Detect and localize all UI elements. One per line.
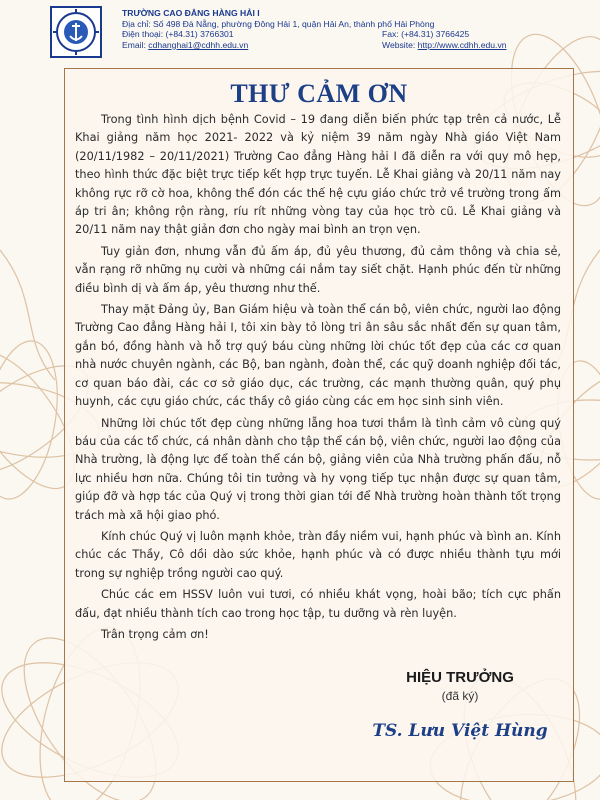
- letter-paragraph: Thay mặt Đảng ủy, Ban Giám hiệu và toàn thể cán bộ, viên chức, người lao động Trường Cao đẳng Hàng hải I, tôi xin bày tỏ lòng tri ân sâu sắc nhất đến sự quan tâm, gắn bó, đồng hành và hỗ trợ quý báu cùng những lời chúc tốt đẹp của các cơ quan nhà nước chuyên ngành, các Bộ, ban ngành, đoàn thể, các quỹ doanh nghiệp đối tác, cơ quan báo đài, các cơ sở giáo dục, các trường, các mạnh thường quân, quý phụ huynh, các cựu giáo chức, các thầy cô giáo cùng các em học sinh sinh viên.: [75, 303, 561, 409]
- website-label: Website:: [382, 39, 418, 50]
- letter-closing: Trân trọng cảm ơn!: [101, 627, 209, 641]
- letter-paragraph: Kính chúc Quý vị luôn mạnh khỏe, tràn đầy niềm vui, hạnh phúc và bình an. Kính chúc các Thầy, Cô dồi dào sức khỏe, hạnh phúc và có được nhiều thành tựu mới trong sự nghiệp trồng người cao quý.: [75, 529, 561, 580]
- email-link[interactable]: cdhanghai1@cdhh.edu.vn: [148, 39, 249, 50]
- school-header: [50, 6, 590, 58]
- letter-paragraph: Chúc các em HSSV luôn vui tươi, có nhiều khát vọng, hoài bão; tích cực phấn đấu, đạt nhiều thành tích cao trong học tập, tu dưỡng và rèn luyện.: [75, 588, 561, 620]
- school-address: Địa chỉ: Số 498 Đà Nẵng, phường Đông Hải 1, quận Hải An, thành phố Hải Phòng: [122, 18, 435, 29]
- letter-paragraph: Những lời chúc tốt đẹp cùng những lẵng hoa tươi thắm là tình cảm vô cùng quý báu của các tổ chức, cá nhân dành cho tập thể cán bộ, viên chức, người lao động của Nhà trường, là động lực để toàn thể cán bộ, giảng viên của Nhà trường phấn đấu, nỗ lực nhiều hơn nữa. Chúng tôi tin tưởng và hy vọng tiếp tục nhận được sự quan tâm, giúp đỡ và hợp tác của Quý vị trong thời gian tới để Nhà trường hoàn thành tốt trọng trách mà xã hội giao phó.: [75, 416, 561, 522]
- letter-body: [75, 111, 561, 647]
- header-contact-block: [122, 8, 592, 50]
- letter-paragraph: Trong tình hình dịch bệnh Covid – 19 đang diễn biến phức tạp trên cả nước, Lễ Khai giảng năm học 2021- 2022 và kỷ niệm 39 năm ngày Nhà giáo Việt Nam (20/11/1982 – 20/11/2021) Trường Cao đẳng Hàng hải I đã diễn ra với quy mô hẹp, theo hình thức đặc biệt trực tiếp kết hợp trực tuyến. Lễ Khai giảng và 20/11 năm nay không rực rỡ cờ hoa, không thể đón các thế hệ cựu giáo chức trở về trường trong ấm áp tri ân; không rộn ràng, ríu rít những vòng tay của học trò cũ. Lễ Khai giảng và 20/11 năm nay thật giản đơn cho ngày mai bình an trọn vẹn.: [75, 113, 561, 237]
- letter-title: THƯ CẢM ƠN: [230, 79, 408, 108]
- website-link[interactable]: http://www.cdhh.edu.vn: [417, 39, 507, 50]
- signer-title: HIỆU TRƯỞNG: [406, 669, 514, 686]
- school-phone: Điện thoại: (+84.31) 3766301: [122, 29, 234, 40]
- school-logo-icon: [50, 6, 102, 58]
- letter-paragraph: Tuy giản đơn, nhưng vẫn đủ ấm áp, đủ yêu thương, đủ cảm thông và chia sẻ, vẫn rạng rỡ những nụ cười và những cái nắm tay siết chặt. Hạnh phúc đến từ những điều bình dị và ấm áp, yêu thương như thế.: [75, 244, 561, 295]
- email-label: Email:: [122, 39, 149, 50]
- signer-name: TS. Lưu Việt Hùng: [372, 721, 548, 741]
- school-fax: Fax: (+84.31) 3766425: [382, 29, 470, 40]
- letter-frame: [64, 68, 574, 782]
- signer-note: (đã ký): [441, 689, 479, 703]
- school-name: TRƯỜNG CAO ĐẲNG HÀNG HẢI I: [122, 8, 260, 18]
